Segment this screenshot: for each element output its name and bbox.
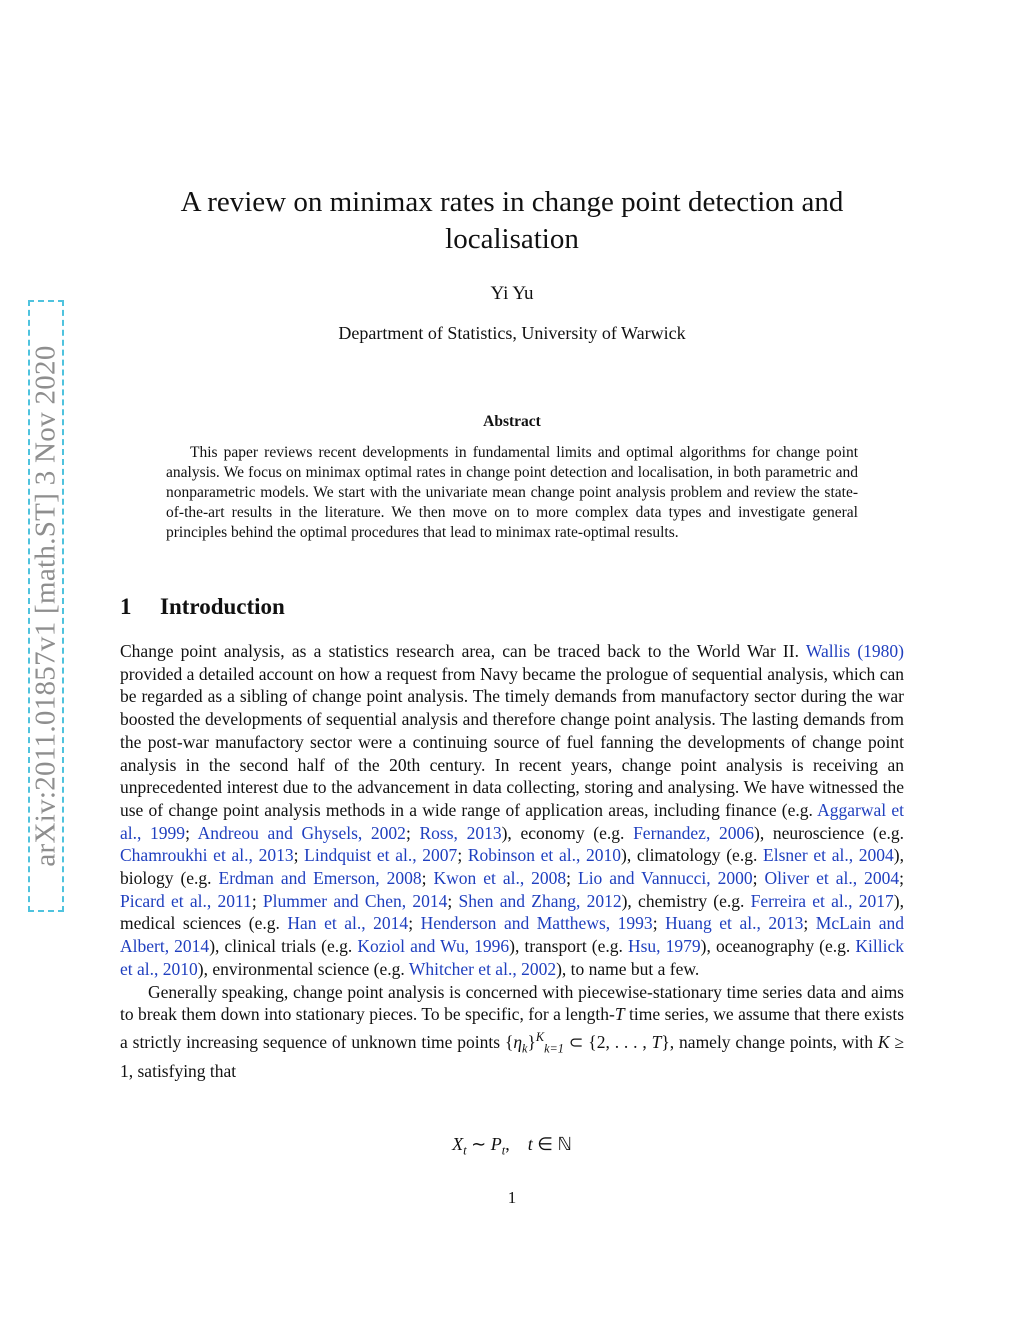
author-affiliation: Department of Statistics, University of Warwick: [338, 323, 686, 343]
citation-link[interactable]: Picard et al., 2011: [120, 890, 252, 911]
citation-link[interactable]: Ross, 2013: [419, 822, 502, 843]
section-heading: [120, 594, 285, 620]
citation-link[interactable]: McLain and Albert, 2014: [120, 913, 904, 957]
citation-link[interactable]: Koziol and Wu, 1996: [357, 936, 510, 957]
arxiv-id: arXiv:2011.01857v1 [math.ST] 3 Nov 2020: [29, 345, 62, 867]
citation-link[interactable]: Elsner et al., 2004: [763, 845, 894, 866]
citation-link[interactable]: Erdman and Emerson, 2008: [218, 868, 422, 889]
citation-link[interactable]: Wallis (1980): [805, 641, 905, 661]
citation-link[interactable]: Lindquist et al., 2007: [304, 845, 458, 866]
citation-link[interactable]: Kwon et al., 2008: [433, 868, 567, 889]
body-text: [120, 640, 904, 1083]
citation-link[interactable]: Whitcher et al., 2002: [408, 958, 557, 979]
arxiv-identifier-stamp: [28, 300, 64, 912]
citation-link[interactable]: Huang et al., 2013: [665, 913, 804, 934]
section-number: 1: [120, 594, 132, 619]
citation-link[interactable]: Henderson and Matthews, 1993: [420, 913, 653, 934]
display-equation: $X_t$ ∼ $P_t$, t ∈ ℕ: [452, 1134, 572, 1158]
author-name: Yi Yu: [490, 283, 534, 304]
citation-link[interactable]: Killick et al., 2010: [120, 936, 904, 979]
abstract-text: This paper reviews recent developments in fundamental limits and optimal algorithms for change point analysis. We focus on minimax optimal rates in change point detection and localisation, in both parametric and nonparametric models. We start with the univariate mean change point analysis problem and review the state-of-the-art results in the literature. We then move on to more complex data types and investigate general principles behind the optimal procedures that lead to minimax rate-optimal results.: [166, 444, 858, 541]
citation-link[interactable]: Hsu, 1979: [627, 936, 701, 957]
abstract-heading: Abstract: [483, 413, 541, 430]
citation-link[interactable]: Aggarwal et al., 1999: [120, 799, 904, 843]
paragraph-2: Generally speaking, change point analysis is concerned with piecewise-stationary time series data and aims to break them down into stationary pieces. To be specific, for a length-T time series, we assume that there exists a strictly increasing sequence of unknown time points $\{\eta_k\}^K_{k=1}$ ⊂ {2, . . . , T}, namely change points, with K ≥ 1, satisfying that: [120, 981, 905, 1081]
paragraph-1: Change point analysis, as a statistics research area, can be traced back to the World War II. Wallis (1980) provided a detailed account on how a request from Navy became the prologue of sequential analysis, which can be regarded as a sibling of change point analysis. The timely demands from manufactory sector during the war boosted the developments of sequential analysis and therefore change point analysis. The lasting demands from the post-war manufactory sector were a continuing source of fuel fanning the developments of change point analysis in the second half of the 20th century. In recent years, change point analysis is receiving an unprecedented interest due to the advancement in data collecting, storing and analysing. We have witnessed the use of change point analysis methods in a wide range of application areas, including finance (e.g. Aggarwal et al., 1999; Andreou and Ghysels, 2002; Ross, 2013), economy (e.g. Fernandez, 2006), neuroscience (e.g. Chamroukhi et al., 2013; Lindquist et al., 2007; Robinson et al., 2010), climatology (e.g. Elsner et al., 2004), biology (e.g. Erdman and Emerson, 2008; Kwon et al., 2008; Lio and Vannucci, 2000; Oliver et al., 2004; Picard et al., 2011; Plummer and Chen, 2014; Shen and Zhang, 2012), chemistry (e.g. Ferreira et al., 2017), medical sciences (e.g. Han et al., 2014; Henderson and Matthews, 1993; Huang et al., 2013; McLain and Albert, 2014), clinical trials (e.g. Koziol and Wu, 1996), transport (e.g. Hsu, 1979), oceanography (e.g. Killick et al., 2010), environmental science (e.g. Whitcher et al., 2002), to name but a few.: [120, 641, 905, 979]
citation-link[interactable]: Andreou and Ghysels, 2002: [197, 822, 406, 843]
citation-link[interactable]: Shen and Zhang, 2012: [458, 890, 622, 911]
citation-link[interactable]: Chamroukhi et al., 2013: [120, 845, 294, 866]
citation-link[interactable]: Robinson et al., 2010: [467, 845, 622, 866]
citation-link[interactable]: Han et al., 2014: [287, 913, 409, 934]
citation-link[interactable]: Plummer and Chen, 2014: [262, 890, 448, 911]
citation-link[interactable]: Lio and Vannucci, 2000: [578, 868, 753, 889]
paper-title: A review on minimax rates in change point detection and localisation: [180, 186, 844, 255]
section-title: Introduction: [160, 594, 285, 619]
citation-link[interactable]: Fernandez, 2006: [633, 822, 754, 843]
citation-link[interactable]: Oliver et al., 2004: [764, 868, 900, 889]
citation-link[interactable]: Ferreira et al., 2017: [750, 890, 894, 911]
page-number: 1: [507, 1188, 517, 1207]
